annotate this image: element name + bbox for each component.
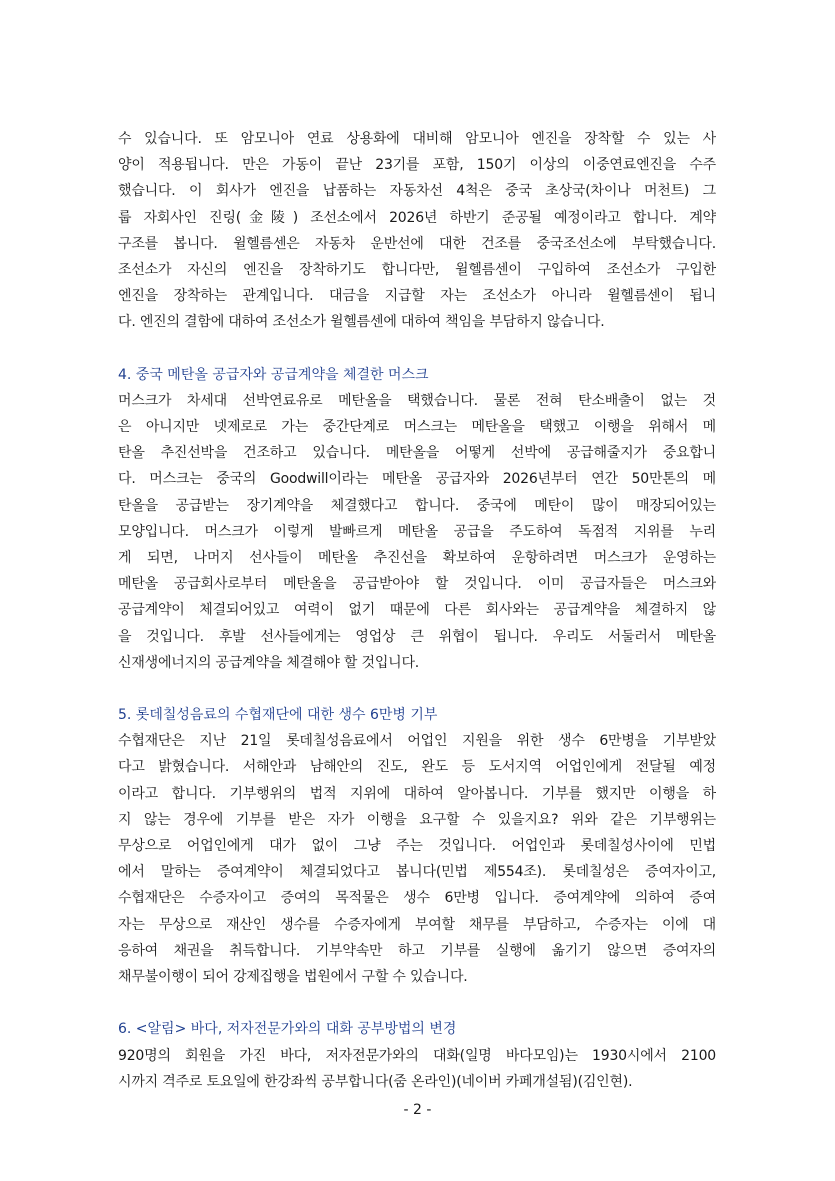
text-line: 채무불이행이 되어 강제집행을 법원에서 구할 수 있습니다. bbox=[118, 969, 468, 986]
section-5-paragraph bbox=[118, 728, 716, 990]
text-line: 다. 엔진의 결함에 대하여 조선소가 윌헬름센에 대하여 책임을 부담하지 않습니다. bbox=[118, 314, 605, 331]
text-line: 탄올을 공급받는 장기계약을 체결했다고 합니다. 중국에 메탄이 많이 매장되어있는 bbox=[118, 497, 716, 514]
document-page bbox=[118, 126, 716, 1095]
text-line: 수협재단은 지난 21일 롯데칠성음료에서 어업인 지원을 위한 생수 6만병을 기부받았 bbox=[118, 733, 716, 750]
section-5-heading: 5. 롯데칠성음료의 수협재단에 대한 생수 6만병 기부 bbox=[118, 707, 438, 724]
paragraph-gap bbox=[118, 676, 716, 702]
text-line: 양이 적용됩니다. 만은 가동이 끝난 23기를 포함, 150기 이상의 이중연료엔진을 수주 bbox=[118, 157, 716, 174]
text-line: 게 되면, 나머지 선사들이 메탄올 추진선을 확보하여 운항하려면 머스크가 운영하는 bbox=[118, 550, 716, 567]
text-line: 지 않는 경우에 기부를 받은 자가 이행을 요구할 수 있을지요? 위와 같은 기부행위는 bbox=[118, 811, 716, 828]
section-4-heading: 4. 중국 메탄올 공급자와 공급계약을 체결한 머스크 bbox=[118, 366, 429, 383]
section-6-heading: 6. <알림> 바다, 저자전문가와의 대화 공부방법의 변경 bbox=[118, 1021, 457, 1038]
text-line: 수 있습니다. 또 암모니아 연료 상용화에 대비해 암모니아 엔진을 장착할 수 있는 사 bbox=[118, 131, 716, 147]
text-line: 이라고 합니다. 기부행위의 법적 지위에 대하여 알아봅니다. 기부를 했지만 이행을 하 bbox=[118, 785, 716, 802]
text-line: 공급계약이 체결되어있고 여력이 없기 때문에 다른 회사와는 공급계약을 체결하지 않 bbox=[118, 602, 716, 619]
text-line: 시까지 격주로 토요일에 한강좌씩 공부합니다(줌 온라인)(네이버 카페개설됨)(김인현). bbox=[118, 1073, 633, 1090]
text-line: 모양입니다. 머스크가 이렇게 발빠르게 메탄올 공급을 주도하여 독점적 지위를 누리 bbox=[118, 523, 716, 540]
text-line: 메탄올 공급회사로부터 메탄올을 공급받아야 할 것입니다. 이미 공급자들은 머스크와 bbox=[118, 576, 716, 593]
section-6-paragraph bbox=[118, 1043, 716, 1095]
text-line: 수협재단은 수증자이고 증여의 목적물은 생수 6만병 입니다. 증여계약에 의하여 증여 bbox=[118, 890, 716, 907]
text-line: 구조를 봅니다. 윌헬름센은 자동차 운반선에 대한 건조를 중국조선소에 부탁했습니다. bbox=[118, 235, 716, 252]
intro-paragraph bbox=[118, 126, 716, 336]
page-number: - 2 - bbox=[403, 1102, 432, 1118]
text-line: 머스크가 차세대 선박연료유로 메탄올을 택했습니다. 물론 전혀 탄소배출이 없는 것 bbox=[118, 392, 716, 409]
text-line: 무상으로 어업인에게 대가 없이 그냥 주는 것입니다. 어업인과 롯데칠성사이에 민법 bbox=[118, 838, 716, 855]
text-line: 룹 자회사인 진링(金陵) 조선소에서 2026년 하반기 준공될 예정이라고 합니다. 계약 bbox=[118, 209, 716, 226]
text-line: 920명의 회원을 가진 바다, 저자전문가와의 대화(일명 바다모임)는 1930시에서 2100 bbox=[118, 1047, 716, 1064]
section-4-paragraph bbox=[118, 388, 716, 676]
text-line: 은 아니지만 넷제로로 가는 중간단계로 머스크는 메탄올을 택했고 이행을 위해서 메 bbox=[118, 419, 716, 436]
text-line: 다고 밝혔습니다. 서해안과 남해안의 진도, 완도 등 도서지역 어업인에게 전달될 예정 bbox=[118, 759, 716, 776]
text-line: 자는 무상으로 재산인 생수를 수증자에게 부여할 채무를 부담하고, 수증자는 이에 대 bbox=[118, 916, 716, 933]
text-line: 신재생에너지의 공급계약을 체결해야 할 것입니다. bbox=[118, 654, 420, 671]
text-line: 응하여 채권을 취득합니다. 기부약속만 하고 기부를 실행에 옮기기 않으면 증여자의 bbox=[118, 942, 716, 959]
paragraph-gap bbox=[118, 336, 716, 362]
text-line: 탄올 추진선박을 건조하고 있습니다. 메탄올을 어떻게 선박에 공급해줄지가 중요합니 bbox=[118, 445, 716, 462]
text-line: 다. 머스크는 중국의 Goodwill이라는 메탄올 공급자와 2026년부터 연간 50만톤의 메 bbox=[118, 471, 716, 488]
text-line: 했습니다. 이 회사가 엔진을 납품하는 자동차선 4척은 중국 초상국(차이나 머천트) 그 bbox=[118, 183, 716, 200]
text-line: 엔진을 장착하는 관계입니다. 대금을 지급할 자는 조선소가 아니라 윌헬름센이 됩니 bbox=[118, 288, 716, 305]
text-line: 에서 말하는 증여계약이 체결되었다고 봅니다(민법 제554조). 롯데칠성은 증여자이고, bbox=[118, 864, 716, 881]
paragraph-gap bbox=[118, 990, 716, 1016]
text-line: 을 것입니다. 후발 선사들에게는 영업상 큰 위협이 됩니다. 우리도 서둘러서 메탄올 bbox=[118, 628, 716, 645]
text-line: 조선소가 자신의 엔진을 장착하기도 합니다만, 윌헬름센이 구입하여 조선소가 구입한 bbox=[118, 262, 716, 279]
